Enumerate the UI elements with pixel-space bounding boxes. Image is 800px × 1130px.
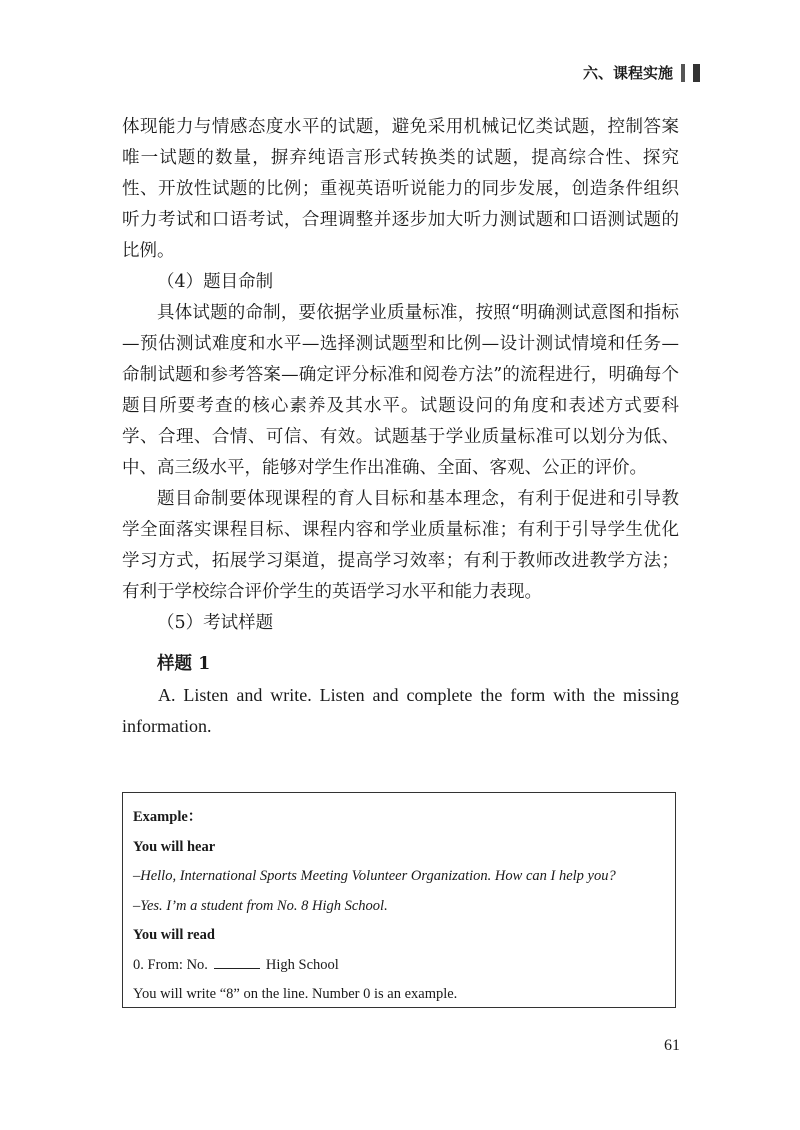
read-prefix: 0. From: No.	[133, 956, 208, 973]
subheading-5: （5）考试样题	[157, 613, 274, 633]
subheading-4: （4）题目命制	[157, 272, 274, 292]
paragraph-1: 体现能力与情感态度水平的试题，避免采用机械记忆类试题，控制答案唯一试题的数量，摒弃纯语言形式转换类的试题，提高综合性、探究性、开放性试题的比例；重视英语听说能力的同步发展，创造条件组织听力考试和口语考试，合理调整并逐步加大听力测试题和口语测试题的比例。	[122, 117, 679, 261]
read-suffix: High School	[265, 956, 339, 973]
header-bar-thick	[693, 64, 700, 82]
sample-title: 样题 1	[157, 654, 211, 674]
hear-label: You will hear	[133, 838, 216, 855]
page-number: 61	[664, 1037, 680, 1054]
read-label: You will read	[133, 927, 215, 943]
paragraph-2: 具体试题的命制，要依据学业质量标准，按照“明确测试意图和指标—预估测试难度和水平—选择测试题型和比例—设计测试情境和任务—命制试题和参考答案—确定评分标准和阅卷方法”的流程进行，明确每个题目所要考查的核心素养及其水平。试题设问的角度和表述方式要科学、合理、合情、可信、有效。试题基于学业质量标准可以划分为低、中、高三级水平，能够对学生作出准确、全面、客观、公正的评价。	[122, 303, 679, 478]
write-instruction: You will write “8” on the line. Number 0 is an example.	[133, 986, 458, 1002]
paragraph-3: 题目命制要体现课程的育人目标和基本理念，有利于促进和引导教学全面落实课程目标、课程内容和学业质量标准；有利于引导学生优化学习方式，拓展学习渠道，提高学习效率；有利于教师改进教学方法；有利于学校综合评价学生的英语学习水平和能力表现。	[122, 489, 679, 602]
read-example	[133, 951, 665, 981]
section-title: 六、课程实施	[582, 64, 673, 82]
example-box	[122, 792, 676, 1008]
running-header	[583, 62, 700, 83]
example-label: Example：	[133, 809, 203, 825]
body-text	[122, 112, 679, 742]
dialogue-line-1: –Hello, International Sports Meeting Volunteer Organization. How can I help you?	[133, 868, 616, 884]
header-bar-thin	[681, 64, 685, 82]
dialogue-line-2: –Yes. I’m a student from No. 8 High School.	[133, 897, 388, 914]
instruction: A. Listen and write. Listen and complete the form with the missing information.	[122, 685, 679, 736]
answer-blank	[214, 954, 260, 969]
